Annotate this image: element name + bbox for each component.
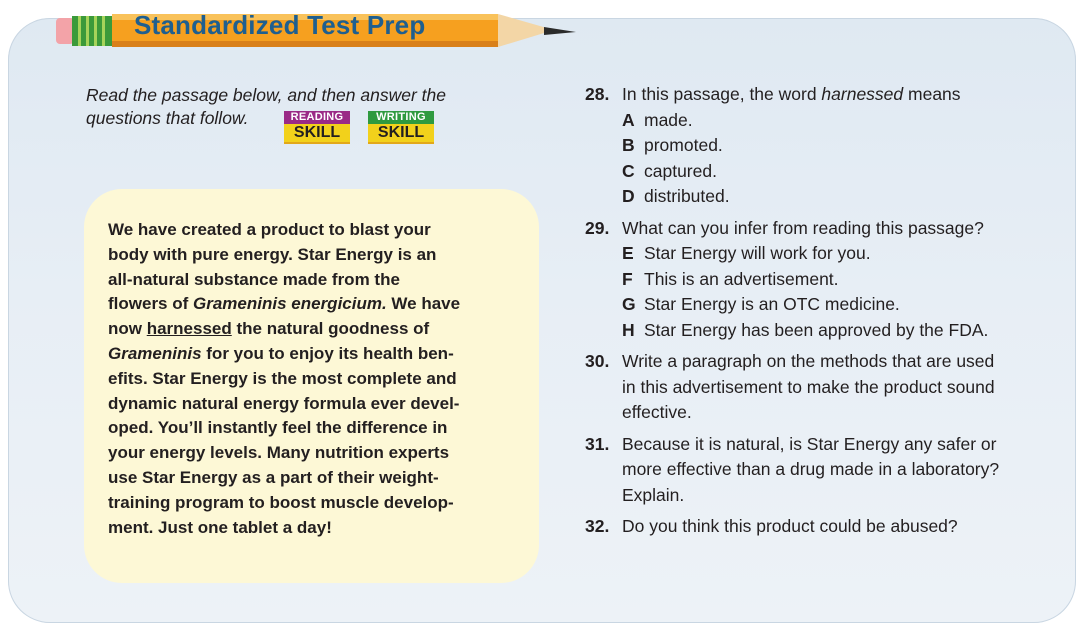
passage-fragment: flowers of [108, 294, 194, 314]
option-text: distributed. [644, 186, 730, 206]
passage-line: all-natural substance made from the [108, 269, 400, 289]
passage-line: use Star Energy as a part of their weight- [108, 467, 439, 487]
question-line: more effective than a drug made in a laboratory? [622, 459, 1000, 479]
passage-fragment: the natural goodness of [231, 319, 430, 339]
question-29 [585, 216, 1055, 344]
question-line: Do you think this product could be abused? [622, 516, 958, 536]
passage-line: We have created a product to blast your [108, 220, 431, 239]
answer-option-c[interactable] [622, 159, 1055, 185]
passage-text [108, 218, 513, 540]
option-text: captured. [644, 160, 717, 181]
question-number: 31. [585, 433, 610, 454]
option-text: This is an advertisement. [644, 268, 839, 289]
answer-option-e[interactable] [622, 241, 1055, 267]
badge-label: SKILL [368, 124, 434, 144]
question-list [585, 82, 1055, 546]
question-line: Because it is natural, is Star Energy any safer or [622, 433, 997, 454]
emphasized-word: harnessed [821, 84, 904, 104]
option-letter: A [622, 109, 635, 130]
instructions-line: Read the passage below, and then answer the [86, 85, 446, 105]
passage-line: oped. You’ll instantly feel the difference in [108, 418, 448, 438]
option-letter: F [622, 268, 633, 289]
question-line: Explain. [622, 484, 685, 505]
passage-line [108, 292, 513, 317]
question-32 [585, 514, 1055, 540]
option-text: promoted. [644, 135, 723, 155]
answer-option-a[interactable] [622, 108, 1055, 134]
answer-option-b[interactable] [622, 133, 1055, 159]
question-text: means [903, 84, 961, 104]
option-letter: E [622, 243, 634, 263]
question-30 [585, 349, 1055, 426]
reading-skill-badge [284, 111, 350, 142]
page-title: Standardized Test Prep [134, 10, 426, 40]
passage-line: your energy levels. Many nutrition experts [108, 443, 450, 463]
question-text: In this passage, the word [622, 84, 822, 104]
writing-skill-badge [368, 111, 434, 142]
question-line: effective. [622, 402, 692, 422]
passage-fragment: for you to enjoy its health ben- [201, 343, 454, 363]
question-number: 29. [585, 217, 610, 238]
genus-name: Grameninis [108, 343, 202, 363]
underlined-word: harnessed [146, 319, 232, 339]
passage-line: body with pure energy. Star Energy is an [108, 244, 437, 264]
question-stem [622, 82, 1055, 108]
question-number: 28. [585, 84, 610, 104]
passage-line [108, 342, 513, 367]
passage-fragment: now [108, 319, 147, 339]
question-stem: What can you infer from reading this passage? [622, 217, 984, 238]
option-text: Star Energy is an OTC medicine. [644, 294, 900, 314]
passage-line: efits. Star Energy is the most complete and [108, 368, 457, 388]
question-number: 32. [585, 516, 610, 536]
instructions-line: questions that follow. [86, 108, 249, 128]
question-28 [585, 82, 1055, 210]
species-name: Grameninis energicium. [193, 294, 387, 314]
option-text: Star Energy has been approved by the FDA. [644, 319, 989, 340]
answer-option-d[interactable] [622, 184, 1055, 210]
passage-line: ment. Just one tablet a day! [108, 517, 332, 537]
passage-line: training program to boost muscle develop- [108, 492, 454, 512]
passage-line [108, 317, 513, 342]
option-letter: G [622, 294, 636, 314]
question-line: in this advertisement to make the product sound [622, 376, 995, 397]
option-letter: B [622, 135, 635, 155]
option-letter: D [622, 186, 635, 206]
answer-option-h[interactable] [622, 318, 1055, 344]
option-letter: H [622, 319, 635, 340]
option-text: Star Energy will work for you. [644, 243, 871, 263]
answer-option-f[interactable] [622, 267, 1055, 293]
passage-line: dynamic natural energy formula ever devel- [108, 393, 460, 413]
question-number: 30. [585, 351, 610, 371]
option-text: made. [644, 109, 693, 130]
passage-fragment: We have [386, 294, 461, 314]
badge-label: SKILL [284, 124, 350, 144]
question-line: Write a paragraph on the methods that are used [622, 351, 995, 371]
answer-option-g[interactable] [622, 292, 1055, 318]
badge-label: WRITING [368, 111, 434, 124]
question-31 [585, 432, 1055, 509]
badge-label: READING [284, 111, 350, 124]
option-letter: C [622, 160, 635, 181]
